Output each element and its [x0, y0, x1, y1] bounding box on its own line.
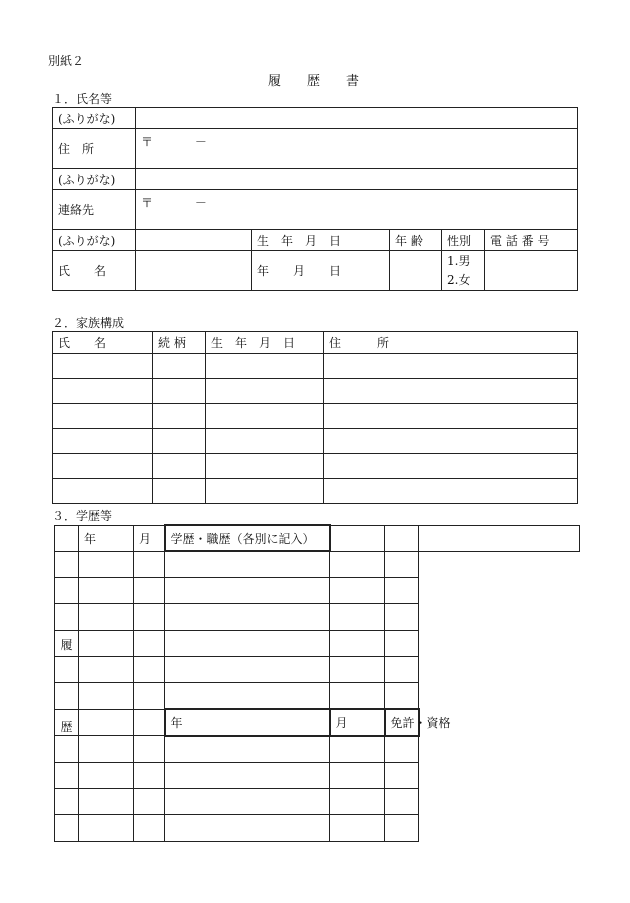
edu-content-cell[interactable]: [134, 630, 165, 656]
lic-content-cell[interactable]: [385, 577, 419, 603]
lic-content-cell[interactable]: [385, 736, 419, 762]
lic-month-cell[interactable]: [330, 551, 385, 577]
lic-year-cell[interactable]: [165, 604, 330, 630]
edu-month-cell[interactable]: [79, 630, 134, 656]
edu-year-cell[interactable]: [55, 762, 79, 788]
family-relation-cell[interactable]: [153, 454, 206, 479]
address-label: 住 所: [53, 129, 136, 169]
history-row: [55, 630, 580, 656]
edu-col-year: 年: [79, 525, 134, 551]
edu-month-cell[interactable]: [79, 736, 134, 762]
family-birthdate-cell[interactable]: [206, 404, 324, 429]
history-row: [55, 815, 580, 841]
furigana-label: (ふりがな): [53, 108, 136, 129]
lic-year-cell[interactable]: [165, 683, 330, 709]
family-birthdate-cell[interactable]: [206, 479, 324, 504]
history-row: [55, 709, 580, 735]
edu-content-cell[interactable]: [134, 736, 165, 762]
family-birthdate-cell[interactable]: [206, 379, 324, 404]
family-relation-cell[interactable]: [153, 354, 206, 379]
edu-year-cell[interactable]: [55, 551, 79, 577]
edu-content-cell[interactable]: [134, 709, 165, 735]
sex-female-option[interactable]: 2.女: [447, 272, 471, 287]
contact-furigana-label: (ふりがな): [53, 169, 136, 190]
edu-content-cell[interactable]: [134, 604, 165, 630]
edu-year-cell[interactable]: [55, 789, 79, 815]
family-name-cell[interactable]: [53, 354, 153, 379]
lic-content-cell[interactable]: [385, 683, 419, 709]
phone-header: 電 話 番 号: [485, 230, 578, 251]
family-relation-cell[interactable]: [153, 479, 206, 504]
address-furigana-field[interactable]: [136, 108, 578, 129]
sex-header: 性別: [442, 230, 485, 251]
family-address-cell[interactable]: [324, 354, 578, 379]
edu-year-cell[interactable]: [55, 657, 79, 683]
family-birthdate-cell[interactable]: [206, 454, 324, 479]
edu-month-cell[interactable]: [79, 815, 134, 841]
name-furigana-label: (ふりがな): [53, 230, 136, 251]
postal-dash: －: [194, 135, 207, 149]
edu-month-cell[interactable]: [79, 789, 134, 815]
lic-year-cell[interactable]: [165, 789, 330, 815]
lic-month-cell[interactable]: [330, 577, 385, 603]
edu-year-cell[interactable]: [55, 683, 79, 709]
lic-content-cell[interactable]: [385, 815, 419, 841]
address-field[interactable]: [136, 129, 578, 169]
edu-month-cell[interactable]: [79, 577, 134, 603]
edu-month-cell[interactable]: [79, 762, 134, 788]
lic-col-year: 年: [165, 709, 330, 735]
contact-postal-mark: 〒: [141, 196, 154, 210]
family-name-cell[interactable]: [53, 479, 153, 504]
contact-field[interactable]: [136, 190, 578, 230]
lic-year-cell[interactable]: [165, 577, 330, 603]
lic-year-cell[interactable]: [165, 551, 330, 577]
edu-content-cell[interactable]: [134, 577, 165, 603]
lic-year-cell[interactable]: [165, 736, 330, 762]
personal-info-table: [52, 107, 578, 291]
lic-content-cell[interactable]: [385, 604, 419, 630]
sex-male-option[interactable]: 1.男: [447, 253, 471, 268]
history-row: [55, 736, 580, 762]
edu-content-cell[interactable]: [134, 815, 165, 841]
family-address-cell[interactable]: [324, 404, 578, 429]
lic-month-cell[interactable]: [330, 630, 385, 656]
history-row: [55, 657, 580, 683]
lic-month-cell[interactable]: [330, 683, 385, 709]
history-row: [55, 762, 580, 788]
family-name-cell[interactable]: [53, 379, 153, 404]
age-field[interactable]: [390, 251, 442, 291]
lic-year-cell[interactable]: [165, 815, 330, 841]
family-address-cell[interactable]: [324, 479, 578, 504]
family-name-cell[interactable]: [53, 429, 153, 454]
section-3-heading: ３．学歴等: [52, 509, 113, 523]
age-header: 年 齢: [390, 230, 442, 251]
birthdate-header: 生 年 月 日: [252, 230, 390, 251]
name-field[interactable]: [136, 251, 252, 291]
edu-col-month: 月: [134, 525, 165, 551]
contact-postal-dash: －: [194, 196, 207, 210]
family-row: [53, 379, 578, 404]
lic-year-cell[interactable]: [165, 762, 330, 788]
lic-content-cell[interactable]: [385, 789, 419, 815]
family-name-cell[interactable]: [53, 404, 153, 429]
edu-content-cell[interactable]: [134, 789, 165, 815]
family-relation-cell[interactable]: [153, 379, 206, 404]
edu-content-cell[interactable]: [134, 551, 165, 577]
contact-furigana-field[interactable]: [136, 169, 578, 190]
edu-content-cell[interactable]: [134, 657, 165, 683]
history-row: [55, 577, 580, 603]
page-title: 履 歴 書: [268, 74, 360, 89]
family-address-cell[interactable]: [324, 429, 578, 454]
lic-month-cell[interactable]: [385, 525, 419, 551]
edu-year-cell[interactable]: [55, 604, 79, 630]
history-side-char-1: 履: [60, 637, 73, 652]
family-col-name: 氏 名: [53, 332, 153, 354]
lic-month-cell[interactable]: [330, 604, 385, 630]
family-name-cell[interactable]: [53, 454, 153, 479]
edu-year-cell[interactable]: [55, 815, 79, 841]
education-header: 学歴・職歴（各別に記入）: [165, 525, 330, 551]
attachment-label: 別紙２: [48, 54, 85, 68]
family-birthdate-cell[interactable]: [206, 429, 324, 454]
license-header: 免許・資格: [385, 709, 419, 735]
edu-content-cell[interactable]: [134, 683, 165, 709]
history-side-label: [55, 525, 79, 734]
lic-content-cell[interactable]: [385, 551, 419, 577]
history-row: [55, 604, 580, 630]
edu-month-cell[interactable]: [79, 551, 134, 577]
family-col-address: 住 所: [324, 332, 578, 354]
name-furigana-field[interactable]: [136, 230, 252, 251]
lic-content-cell[interactable]: [385, 762, 419, 788]
lic-month-cell[interactable]: [330, 789, 385, 815]
lic-content-cell[interactable]: [385, 657, 419, 683]
edu-month-cell[interactable]: [79, 683, 134, 709]
family-row: [53, 354, 578, 379]
lic-month-cell[interactable]: [330, 736, 385, 762]
history-side-char-2: 歴: [60, 719, 73, 734]
sex-field[interactable]: [442, 251, 485, 291]
family-relation-cell[interactable]: [153, 429, 206, 454]
lic-col-month: 月: [330, 709, 385, 735]
family-row: [53, 454, 578, 479]
history-row: [55, 683, 580, 709]
history-row: [55, 551, 580, 577]
family-relation-cell[interactable]: [153, 404, 206, 429]
family-row: [53, 479, 578, 504]
phone-field[interactable]: [485, 251, 578, 291]
history-table: [54, 524, 580, 842]
family-row: [53, 404, 578, 429]
edu-month-cell[interactable]: [79, 604, 134, 630]
lic-month-cell[interactable]: [330, 762, 385, 788]
contact-label: 連絡先: [53, 190, 136, 230]
section-2-heading: ２．家族構成: [52, 316, 125, 330]
family-address-cell[interactable]: [324, 454, 578, 479]
birthdate-field[interactable]: 年 月 日: [252, 251, 390, 291]
family-address-cell[interactable]: [324, 379, 578, 404]
postal-mark: 〒: [141, 135, 154, 149]
lic-content-cell[interactable]: [419, 525, 580, 551]
family-birthdate-cell[interactable]: [206, 354, 324, 379]
lic-year-cell[interactable]: [330, 525, 385, 551]
edu-month-cell[interactable]: [79, 657, 134, 683]
history-row: [55, 789, 580, 815]
edu-month-cell[interactable]: [79, 709, 134, 735]
section-1-heading: １．氏名等: [52, 92, 113, 106]
family-row: [53, 429, 578, 454]
family-col-birthdate: 生 年 月 日: [206, 332, 324, 354]
lic-year-cell[interactable]: [165, 657, 330, 683]
family-table: [52, 331, 578, 504]
family-col-relation: 続 柄: [153, 332, 206, 354]
edu-year-cell[interactable]: [55, 577, 79, 603]
name-label: 氏 名: [53, 251, 136, 291]
edu-year-cell[interactable]: [55, 736, 79, 762]
edu-content-cell[interactable]: [134, 762, 165, 788]
lic-month-cell[interactable]: [330, 815, 385, 841]
lic-month-cell[interactable]: [330, 657, 385, 683]
lic-content-cell[interactable]: [385, 630, 419, 656]
lic-year-cell[interactable]: [165, 630, 330, 656]
